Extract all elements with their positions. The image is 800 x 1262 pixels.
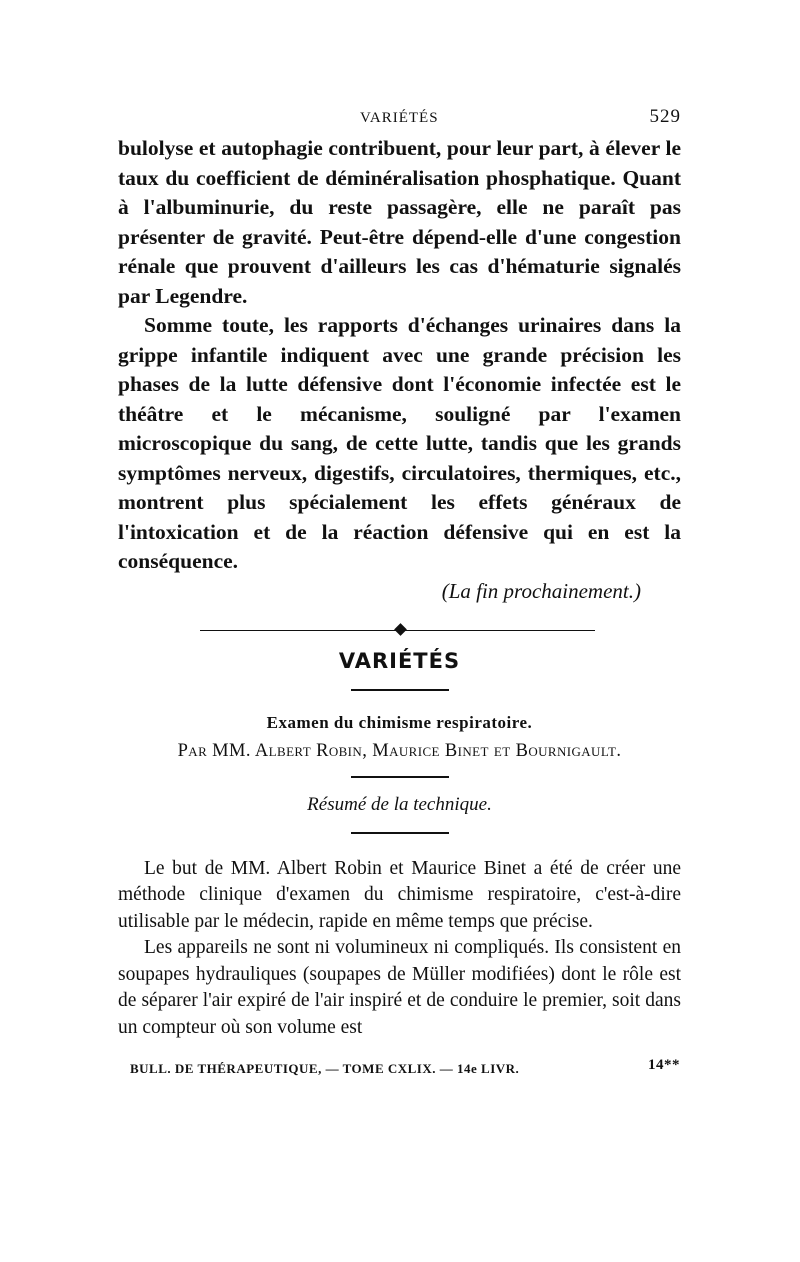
continued-article xyxy=(118,134,681,577)
footer-journal: BULL. DE THÉRAPEUTIQUE, — TOME CXLIX. — 14e LIVR. xyxy=(130,1061,520,1076)
authors-rule xyxy=(351,776,449,778)
running-title: VARIÉTÉS xyxy=(360,110,439,126)
subtitle-rule xyxy=(351,832,449,834)
section-title: VARIÉTÉS xyxy=(338,648,461,673)
footer-signature: 14** xyxy=(648,1057,680,1073)
article-paragraph-2: Les appareils ne sont ni volumineux ni compliqués. Ils consistent en soupapes hydrauliques (soupapes de Müller modifiées) dont le rôle est de séparer l'air expiré de l'air inspiré et de conduire le premier, soit dans un compteur où son volume est xyxy=(118,937,681,1039)
article-body xyxy=(118,856,681,1042)
signoff: (La fin prochainement.) xyxy=(441,578,641,603)
article-title: Examen du chimisme respiratoire. xyxy=(266,712,533,732)
page xyxy=(118,100,681,1042)
diamond-ornament-icon xyxy=(394,623,407,636)
continued-paragraph-2: Somme toute, les rapports d'échanges urinaires dans la grippe infantile indiquent avec une grande précision les phases de la lutte défensive dont l'économie infectée est le théâtre et le mécanisme, souligné par l'examen microscopique du sang, de cette lutte, tandis que les grands symptômes nerveux, digestifs, circulatoires, thermiques, etc., montrent plus spécialement les effets généraux de l'intoxication et de la réaction défensive qui en est la conséquence. xyxy=(118,313,681,573)
running-head xyxy=(118,100,681,134)
article-authors: Par MM. Albert Robin, Maurice Binet et Bournigault. xyxy=(177,740,622,761)
page-number: 529 xyxy=(649,106,681,127)
article-paragraph-1: Le but de MM. Albert Robin et Maurice Binet a été de créer une méthode clinique d'examen du chimisme respiratoire, c'est-à-dire utilisable par le médecin, rapide en même temps que précise. xyxy=(118,857,681,932)
article-subtitle: Résumé de la technique. xyxy=(307,793,492,815)
continued-paragraph-1: bulolyse et autophagie contribuent, pour leur part, à élever le taux du coefficient de déminéralisation phosphatique. Quant à l'albuminurie, du reste passagère, elle ne paraît pas présenter de gravité. Peut-être dépend-elle d'une congestion rénale que prouvent d'ailleurs les cas d'hématurie signalés par Legendre. xyxy=(118,136,681,308)
section-title-rule xyxy=(351,689,449,691)
section-divider xyxy=(118,617,681,643)
